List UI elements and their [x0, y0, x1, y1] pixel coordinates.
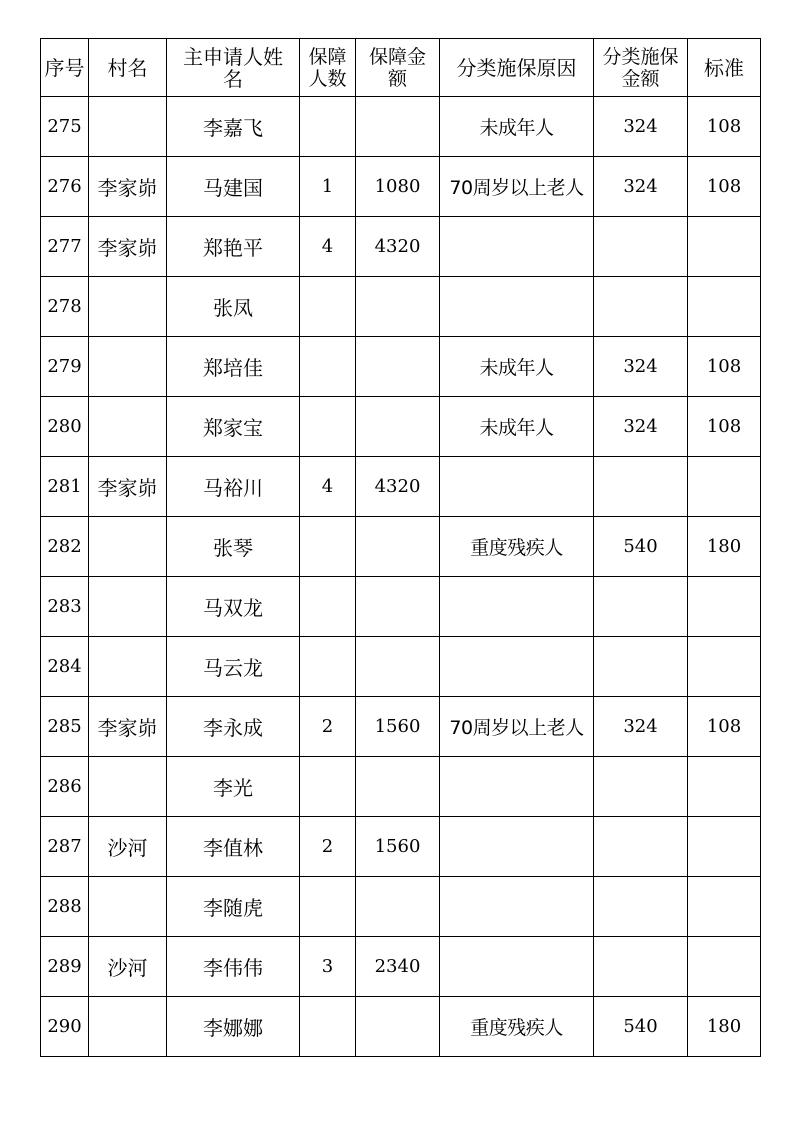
cell-amount — [356, 97, 440, 157]
cell-standard — [688, 577, 761, 637]
cell-standard — [688, 637, 761, 697]
cell-people: 4 — [300, 457, 356, 517]
cell-class-amount: 540 — [594, 997, 688, 1057]
cell-seq: 277 — [41, 217, 89, 277]
cell-village — [89, 517, 167, 577]
table-row — [41, 517, 761, 577]
cell-seq: 290 — [41, 997, 89, 1057]
table-row — [41, 457, 761, 517]
cell-seq: 284 — [41, 637, 89, 697]
cell-reason — [440, 757, 594, 817]
table-row — [41, 757, 761, 817]
table-row — [41, 697, 761, 757]
cell-class-amount — [594, 937, 688, 997]
header-class-amount-line1: 分类施保 — [602, 45, 679, 68]
cell-people — [300, 637, 356, 697]
cell-name: 李伟伟 — [167, 937, 300, 997]
table-row — [41, 577, 761, 637]
header-reason-label: 分类施保原因 — [456, 55, 577, 80]
table-row — [41, 877, 761, 937]
cell-amount — [356, 577, 440, 637]
cell-name: 李永成 — [167, 697, 300, 757]
header-people-line1: 保障 — [308, 45, 347, 68]
table-row — [41, 937, 761, 997]
cell-name: 李娜娜 — [167, 997, 300, 1057]
cell-standard: 180 — [688, 517, 761, 577]
cell-people — [300, 277, 356, 337]
cell-seq: 279 — [41, 337, 89, 397]
table-row — [41, 337, 761, 397]
cell-village: 李家峁 — [89, 217, 167, 277]
cell-village — [89, 337, 167, 397]
cell-standard — [688, 757, 761, 817]
cell-class-amount — [594, 217, 688, 277]
cell-amount — [356, 637, 440, 697]
cell-people — [300, 337, 356, 397]
cell-name: 李光 — [167, 757, 300, 817]
cell-amount — [356, 997, 440, 1057]
cell-people — [300, 757, 356, 817]
table-row — [41, 157, 761, 217]
cell-name: 马云龙 — [167, 637, 300, 697]
header-amount-line2: 额 — [387, 67, 407, 90]
cell-standard — [688, 277, 761, 337]
cell-standard: 108 — [688, 397, 761, 457]
cell-village — [89, 757, 167, 817]
cell-reason — [440, 937, 594, 997]
cell-name: 郑家宝 — [167, 397, 300, 457]
cell-people: 4 — [300, 217, 356, 277]
header-class-amount-line2: 金额 — [621, 67, 660, 90]
cell-amount: 1560 — [356, 817, 440, 877]
cell-amount: 1080 — [356, 157, 440, 217]
header-village — [89, 39, 167, 97]
cell-name: 张凤 — [167, 277, 300, 337]
cell-village: 沙河 — [89, 817, 167, 877]
table-row — [41, 217, 761, 277]
cell-standard — [688, 877, 761, 937]
cell-amount — [356, 757, 440, 817]
cell-village — [89, 277, 167, 337]
cell-reason — [440, 817, 594, 877]
cell-standard: 108 — [688, 157, 761, 217]
cell-people: 2 — [300, 817, 356, 877]
table-row — [41, 97, 761, 157]
cell-village — [89, 397, 167, 457]
header-standard-label: 标准 — [704, 55, 744, 80]
cell-seq: 275 — [41, 97, 89, 157]
cell-amount — [356, 877, 440, 937]
cell-reason: 70周岁以上老人 — [440, 157, 594, 217]
cell-reason: 70周岁以上老人 — [440, 697, 594, 757]
cell-village — [89, 577, 167, 637]
cell-people — [300, 397, 356, 457]
cell-standard: 108 — [688, 697, 761, 757]
header-reason — [440, 39, 594, 97]
cell-class-amount — [594, 817, 688, 877]
header-amount — [356, 39, 440, 97]
cell-amount — [356, 337, 440, 397]
cell-reason — [440, 877, 594, 937]
cell-village: 李家峁 — [89, 697, 167, 757]
cell-class-amount — [594, 757, 688, 817]
cell-seq: 280 — [41, 397, 89, 457]
cell-reason: 未成年人 — [440, 337, 594, 397]
cell-name: 李随虎 — [167, 877, 300, 937]
cell-people: 2 — [300, 697, 356, 757]
cell-class-amount: 324 — [594, 97, 688, 157]
cell-reason — [440, 277, 594, 337]
cell-people — [300, 577, 356, 637]
cell-name: 李值林 — [167, 817, 300, 877]
cell-class-amount: 324 — [594, 697, 688, 757]
cell-seq: 276 — [41, 157, 89, 217]
header-people-line2: 人数 — [308, 67, 347, 90]
header-seq — [41, 39, 89, 97]
cell-village — [89, 997, 167, 1057]
cell-reason — [440, 457, 594, 517]
cell-reason: 未成年人 — [440, 97, 594, 157]
header-seq-label: 序号 — [44, 55, 85, 80]
cell-name: 郑培佳 — [167, 337, 300, 397]
cell-name: 郑艳平 — [167, 217, 300, 277]
cell-seq: 282 — [41, 517, 89, 577]
cell-name: 马双龙 — [167, 577, 300, 637]
cell-seq: 287 — [41, 817, 89, 877]
cell-standard — [688, 217, 761, 277]
cell-village — [89, 97, 167, 157]
cell-reason — [440, 637, 594, 697]
cell-village: 沙河 — [89, 937, 167, 997]
table-row — [41, 637, 761, 697]
cell-seq: 286 — [41, 757, 89, 817]
cell-seq: 285 — [41, 697, 89, 757]
cell-people — [300, 517, 356, 577]
cell-reason: 重度残疾人 — [440, 997, 594, 1057]
cell-standard: 108 — [688, 97, 761, 157]
cell-reason: 重度残疾人 — [440, 517, 594, 577]
table-row — [41, 817, 761, 877]
cell-amount: 1560 — [356, 697, 440, 757]
cell-amount: 4320 — [356, 457, 440, 517]
cell-class-amount — [594, 277, 688, 337]
cell-standard: 108 — [688, 337, 761, 397]
header-applicant-line2: 名 — [223, 66, 243, 91]
header-village-label: 村名 — [107, 55, 148, 80]
table-row — [41, 397, 761, 457]
cell-village — [89, 877, 167, 937]
cell-class-amount: 324 — [594, 397, 688, 457]
cell-people: 3 — [300, 937, 356, 997]
cell-amount: 4320 — [356, 217, 440, 277]
cell-amount — [356, 277, 440, 337]
cell-standard: 180 — [688, 997, 761, 1057]
cell-name: 张琴 — [167, 517, 300, 577]
header-standard — [688, 39, 761, 97]
cell-amount — [356, 517, 440, 577]
cell-village — [89, 637, 167, 697]
cell-class-amount — [594, 877, 688, 937]
cell-seq: 283 — [41, 577, 89, 637]
header-row — [41, 39, 761, 97]
header-people — [300, 39, 356, 97]
cell-seq: 289 — [41, 937, 89, 997]
cell-reason — [440, 217, 594, 277]
cell-people: 1 — [300, 157, 356, 217]
cell-people — [300, 97, 356, 157]
cell-seq: 281 — [41, 457, 89, 517]
cell-class-amount: 540 — [594, 517, 688, 577]
cell-seq: 288 — [41, 877, 89, 937]
header-applicant — [167, 39, 300, 97]
cell-name: 李嘉飞 — [167, 97, 300, 157]
cell-reason: 未成年人 — [440, 397, 594, 457]
cell-standard — [688, 937, 761, 997]
cell-standard — [688, 817, 761, 877]
cell-seq: 278 — [41, 277, 89, 337]
header-applicant-line1: 主申请人姓 — [183, 44, 283, 69]
cell-class-amount — [594, 577, 688, 637]
cell-class-amount — [594, 637, 688, 697]
cell-name: 马裕川 — [167, 457, 300, 517]
cell-standard — [688, 457, 761, 517]
header-class-amount — [594, 39, 688, 97]
cell-name: 马建国 — [167, 157, 300, 217]
cell-class-amount — [594, 457, 688, 517]
cell-people — [300, 997, 356, 1057]
cell-amount — [356, 397, 440, 457]
cell-people — [300, 877, 356, 937]
cell-village: 李家峁 — [89, 157, 167, 217]
header-amount-line1: 保障金 — [368, 45, 426, 68]
table-row — [41, 997, 761, 1057]
cell-class-amount: 324 — [594, 157, 688, 217]
guarantee-table — [40, 38, 761, 1057]
cell-class-amount: 324 — [594, 337, 688, 397]
table-row — [41, 277, 761, 337]
cell-reason — [440, 577, 594, 637]
cell-amount: 2340 — [356, 937, 440, 997]
cell-village: 李家峁 — [89, 457, 167, 517]
